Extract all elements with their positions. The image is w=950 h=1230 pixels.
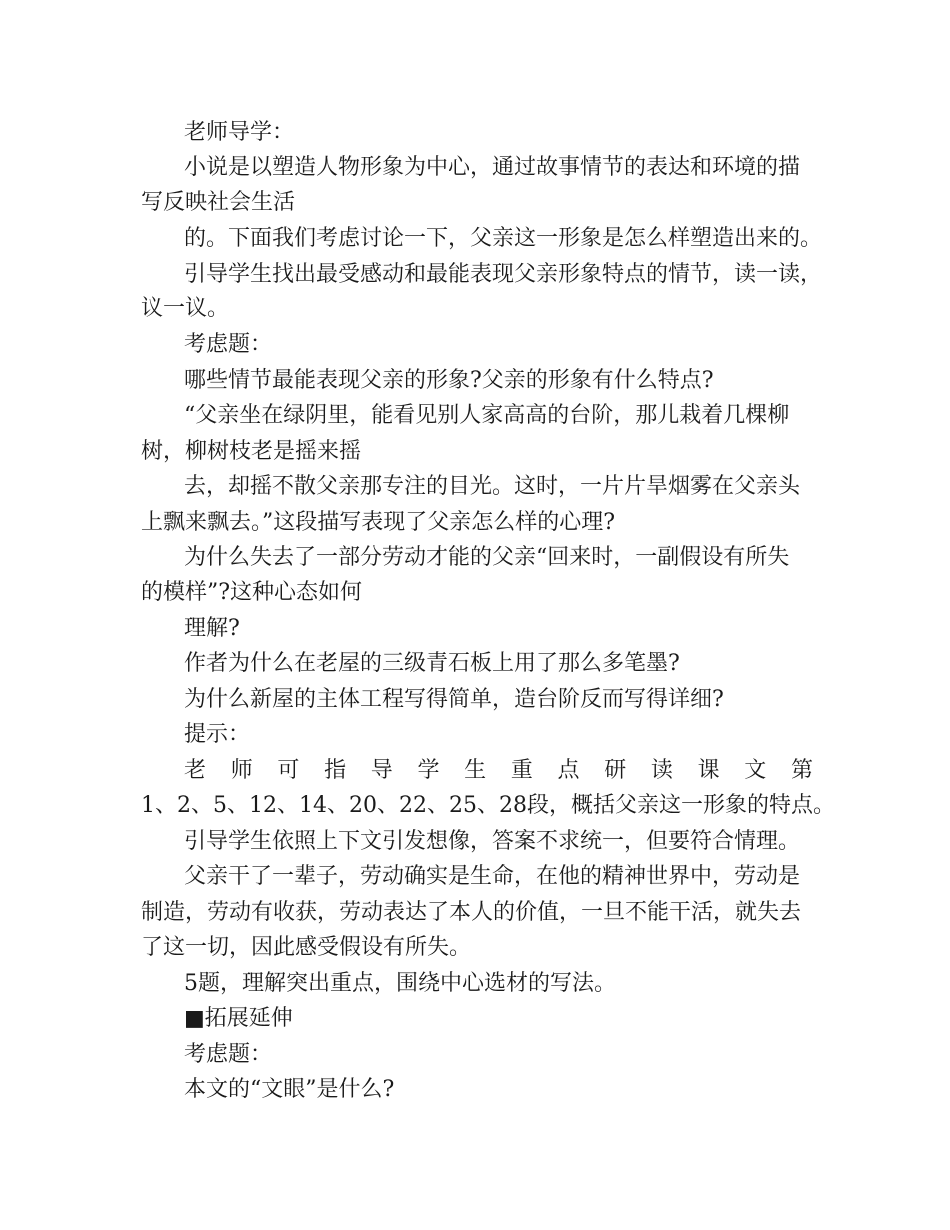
hint-char: 课 [697,758,720,783]
question-line: 的模样”?这种心态如何 [141,580,363,605]
hint-char: 师 [230,758,253,783]
paragraph-line: 1、2、5、12、14、20、22、25、28段，概括父亲这一形象的特点。 [141,793,835,818]
question-line: 作者为什么在老屋的三级青石板上用了那么多笔墨? [184,651,680,676]
paragraph-line: 引导学生找出最受感动和最能表现父亲形象特点的情节，读一读， [184,262,823,287]
heading-hints: 提示： [184,722,251,747]
heading-teacher-guide: 老师导学： [184,120,295,145]
question-line: 理解? [184,616,240,641]
hint-char: 学 [417,758,440,783]
paragraph-line: 父亲干了一辈子，劳动确实是生命，在他的精神世界中，劳动是 [184,864,801,889]
hint-char: 读 [650,758,673,783]
quote-line: “父亲坐在绿阴里，能看见别人家高高的台阶，那儿栽着几棵柳 [184,403,790,428]
paragraph-line: 制造，劳动有收获，劳动表达了本人的价值，一旦不能干活，就失去 [141,900,802,925]
quote-line: 树，柳树枝老是摇来摇 [141,439,362,464]
justified-hint-line [184,756,813,786]
hint-char: 可 [277,758,300,783]
hint-char: 导 [370,758,393,783]
paragraph-line: 5题，理解突出重点，围绕中心选材的写法。 [184,971,616,996]
paragraph-line: 写反映社会生活 [141,190,296,215]
question-line: 哪些情节最能表现父亲的形象?父亲的形象有什么特点? [184,368,714,393]
hint-char: 生 [464,758,487,783]
heading-questions: 考虑题： [184,1042,273,1067]
quote-line: 上飘来飘去。”这段描写表现了父亲怎么样的心理? [141,510,616,535]
paragraph-line: 的。下面我们考虑讨论一下，父亲这一形象是怎么样塑造出来的。 [184,226,823,251]
question-line: 为什么新屋的主体工程写得简单，造台阶反而写得详细? [184,687,724,712]
hint-char: 文 [744,758,767,783]
hint-char: 重 [510,758,533,783]
paragraph-line: 了这一切，因此感受假设有所失。 [141,935,472,960]
question-line: 本文的“文眼”是什么? [184,1077,395,1102]
paragraph-line: 议一议。 [141,296,230,321]
heading-extension: ■拓展延伸 [184,1006,293,1031]
hint-char: 第 [790,758,813,783]
question-line: 为什么失去了一部分劳动才能的父亲“回来时，一副假设有所失 [184,545,790,570]
hint-char: 点 [557,758,580,783]
hint-char: 老 [184,758,207,783]
paragraph-line: 小说是以塑造人物形象为中心，通过故事情节的表达和环境的描 [184,155,801,180]
paragraph-line: 引导学生依照上下文引发想像，答案不求统一，但要符合情理。 [184,829,801,854]
hint-char: 指 [324,758,347,783]
heading-questions: 考虑题： [184,332,273,357]
hint-char: 研 [604,758,627,783]
quote-line: 去，却摇不散父亲那专注的目光。这时，一片片旱烟雾在父亲头 [184,474,801,499]
